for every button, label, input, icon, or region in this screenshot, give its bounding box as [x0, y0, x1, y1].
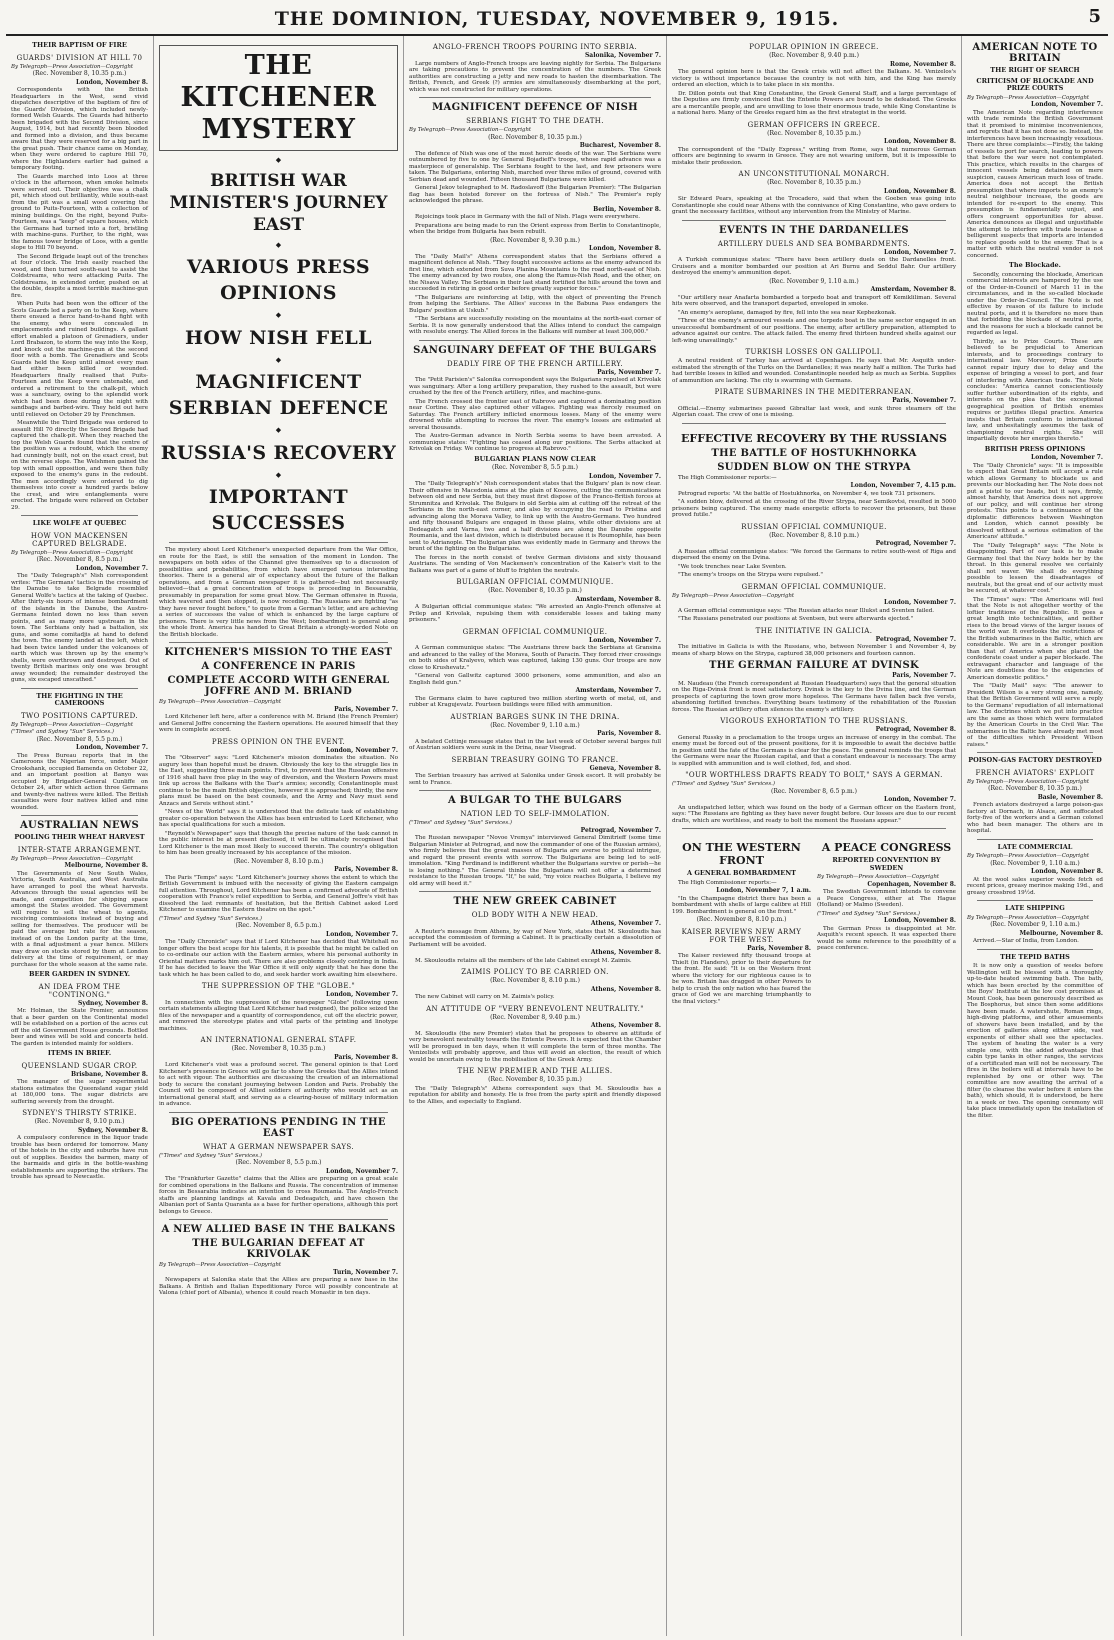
subheadline: THE SUPPRESSION OF THE "GLOBE." — [201, 982, 356, 990]
subheadline: WHAT A GERMAN NEWSPAPER SAYS. — [203, 1142, 354, 1151]
dateline: Sydney, November 8. — [78, 999, 148, 1007]
dateline: Turin, November 7. — [333, 1268, 398, 1276]
subheadline: QUEENSLAND SUGAR CROP. — [21, 1061, 138, 1070]
subheadline: RUSSIAN OFFICIAL COMMUNIQUE. — [741, 522, 887, 531]
paragraph: The Austro-German advance in North Serbia seems to have been arrested. A communique states: "Fighting has ceased along our positions. The Serbs attacked at Krivolak on Friday. We continue to progress at Rabrovo." — [409, 433, 661, 452]
dateline: Melbourne, November 8. — [64, 862, 148, 869]
paragraph: "News of the World" says it is understood that the delicate task of establishing greater co-operation between the Allies has been entrusted to Lord Kitchener, who has special qualifications for such a mission. — [159, 809, 398, 828]
ornament-divider: ◆ — [275, 156, 282, 164]
paragraph: "An enemy's aeroplane, damaged by fire, fell into the sea near Kephezkonak. — [678, 309, 897, 316]
subheadline: SYDNEY'S THIRSTY STRIKE. — [22, 1109, 137, 1117]
paragraph: In connection with the suppression of the newspaper "Globe" (following upon certain statements alleging that Lord Kitchener had resigned), the police seized the files of the newspaper and a quantity of correspondence, cut off the electric power, and removed the stereotype plates and vital parts of the printing and linotype machines. — [159, 999, 398, 1032]
subheadline: SERBIANS FIGHT TO THE DEATH. — [466, 117, 604, 125]
headline: ITEMS IN BRIEF. — [47, 1049, 112, 1057]
received-time: (Rec. November 8, 5.5 p.m.) — [491, 464, 578, 471]
paragraph: The Germans claim to have captured two million sterling worth of metal, oil, and rubber at Kragujevatz. Fourteen buildings were filled with ammunition. — [409, 695, 661, 708]
paragraph: A Russian official communique states: "We forced the Germans to retire south-west of Riga and dispersed the enemy on the Dvina. — [672, 548, 956, 561]
ornament-divider: ◆ — [275, 355, 282, 364]
dateline: London, November 7. — [76, 564, 148, 572]
subheadline: NATION LED TO SELF-IMMOLATION. — [460, 810, 610, 818]
subheadline: ANGLO-FRENCH TROOPS POURING INTO SERBIA. — [432, 43, 638, 51]
dateline: Paris, November 8. — [334, 1053, 398, 1061]
deck-headline: HOW NISH FELL — [185, 326, 372, 349]
byline: By Telegraph—Press Association—Copyright — [817, 874, 940, 880]
ornament-divider: ◆ — [275, 311, 282, 319]
divider — [419, 891, 651, 892]
received-time: (Rec. November 9, 1.10 a.m.) — [769, 277, 859, 285]
subheadline: ARTILLERY DUELS AND SEA BOMBARDMENTS. — [717, 239, 911, 248]
columns — [6, 36, 1108, 1636]
subheadline: POPULAR OPINION IN GREECE. — [749, 43, 879, 51]
peace-congress-block — [817, 833, 956, 1007]
paragraph: Secondly, concerning the blockade, American commercial interests are hampered by the use of the Order-in-Council of March 11 in the circumstances, and in the so-called blockade under the Order-in-Council. The Note is not effective by reason of its failure to include neutral ports, and it is therefore no more than that forbidding the blockade of neutral ports, and the reasons for such a blockade cannot be regarded as legal. — [967, 271, 1103, 336]
headline: BRITISH PRESS OPINIONS — [984, 444, 1086, 453]
subheadline: OLD BODY WITH A NEW HEAD. — [471, 911, 599, 919]
subheadline: "OUR WORTHLESS DRAFTS READY TO BOLT," SAYS A GERMAN. — [685, 771, 943, 779]
ornament-divider: ◆ — [275, 426, 282, 434]
received-time: (Rec. November 8, 9.10 p.m.) — [34, 1118, 125, 1125]
dateline: Paris, November 7. — [892, 397, 956, 404]
subheadline: DEADLY FIRE OF THE FRENCH ARTILLERY. — [446, 359, 624, 368]
section-headline: THE BATTLE OF HOSTUKHNORKA — [711, 447, 917, 459]
ornament-divider: ◆ — [275, 470, 282, 479]
dateline: London, November 8. — [76, 78, 148, 86]
divider — [169, 1112, 388, 1113]
paragraph: The mystery about Lord Kitchener's unexpected departure from the War Office, en route for the East, is still the sensation of the moment in London. The newspapers on both sides of the Channel give themselves up to a discussion of possibilities and probabilities, from which have emerged various interesting theories. There is a general air of expectancy about the future of the Balkan operations, and from a German newspaper it is gathered—but not necessarily believed—that a great concentration of troops is proceeding in Bessarabia, presumably in preparation for some great blow. The German offensive in Russia, which wavered and then stopped, is now receding. The Russians are fighting "as they have never fought before," to quote from a German's letter, and are achieving a series of successes the value of which is enhanced by the large capture of prisoners. There is very little news from the West; bombardment is general along the whole front. America has handed to Great Britain a strongly-worded Note on the British blockade. — [159, 547, 398, 638]
dateline: Amsterdam, November 8. — [575, 595, 661, 603]
divider — [419, 790, 651, 791]
dateline: Paris, November 7. — [892, 672, 956, 679]
subheadline: ZAIMIS POLICY TO BE CARRIED ON. — [461, 968, 609, 976]
divider — [682, 423, 946, 424]
subheadline: AUSTRIAN BARGES SUNK IN THE DRINA. — [450, 712, 620, 721]
subheadline: THE INITIATIVE IN GALICIA. — [755, 626, 873, 635]
headline: A GENERAL BOMBARDMENT — [687, 869, 796, 877]
section-headline: A PEACE CONGRESS — [821, 841, 952, 854]
divider — [169, 642, 388, 643]
paragraph: General Russky in a proclamation to the troops urges an increase of energy in the combat. The enemy must be forced out of the present positions, for it is impossible to await the decisive battle in position until the fate of the Germans is clear for the peace. The general reminds the troops that the Germans were near the Russian capital, and that a constant endeavour is necessary. The army is supplied with ammunition and is well clothed, fed, and shod. — [672, 734, 956, 767]
subheadline: SERBIAN TREASURY GOING TO FRANCE. — [451, 755, 619, 764]
byline: By Telegraph—Press Association—Copyright — [11, 63, 134, 70]
column-3 — [404, 36, 667, 1636]
paragraph: When Puits had been won the officer of the Scots Guards led a party on to the Keep, where there ensued a fierce hand-to-hand fight with the enemy, who were concealed in emplacements and ruined buildings. A gallant effort enabled a platoon of Grenadiers, under Lord Brabazon, to storm the way into the Keep, and knock out the machine-gun at the second floor with a bomb. The Grenadiers and Scots Guards held the Keep until almost every man had either been killed or wounded. Headquarters finally realised that Puits-Fourteen and the Keep were untenable, and ordered a retirement to the chalk-pit, which was a sanctuary, owing to the splendid work which had been done during the night with sandbags and barbed-wire. They held out here until relieved on October 29 by Frenchmen. — [11, 301, 148, 418]
received-time: (Rec. November 8, 10.35 p.m.) — [767, 179, 861, 186]
paragraph: French aviators destroyed a large poison-gas factory at Dornach, in Alsace, and suffocated forty-five of the workers and a German colonel who had been manager. The others are in hospital. — [967, 802, 1103, 834]
paragraph: "The Serbians are successfully resisting on the mountains at the north-east corner of Serbia. It is now generally understood that the Allies intend to conduct the campaign with resolute energy. The Allied forces in the Balkans will number at least 300,000." — [409, 316, 661, 335]
divider — [419, 340, 651, 341]
dateline: London, November 7. — [326, 991, 398, 998]
subheadline: TURKISH LOSSES ON GALLIPOLI. — [745, 348, 883, 356]
dateline: London, November 7. — [326, 930, 398, 938]
section-headline: AUSTRALIAN NEWS — [19, 820, 140, 831]
subheadline: TWO POSITIONS CAPTURED. — [20, 711, 138, 720]
paragraph: Mr. Holman, the State Premier, announces that a beer garden on the Continental model will be established on a portion of the acres cut off the old Government House grounds. Bottled beer and wines will be sold and concerts held. The garden is intended mainly for soldiers. — [11, 1008, 148, 1047]
byline: By Telegraph—Press Association—Copyright — [967, 853, 1090, 859]
paragraph: A neutral resident of Turkey has arrived at Copenhagen. He says that Mr. Asquith under-estimated the strength of the Turks on the Dardanelles; it was nearly half a million. The Turks had had terrible losses in killed and wounded. Constantinople needed help as much as Serbia. Supplies of ammunition are lacking. The city is swarming with Germans. — [672, 358, 956, 384]
dateline: London, November 7, 4.15 p.m. — [850, 482, 956, 489]
dateline: London, November 8. — [884, 138, 956, 145]
received-time: (Rec. November 8, 8.10 p.m.) — [490, 977, 580, 984]
paragraph: Newspapers at Salonika state that the Allies are preparing a new base in the Balkans. A British and Italian Expeditionary Force will possibly concentrate at Valona (chief port of Albania), whence it could reach Monastir in ten days. — [159, 1277, 398, 1296]
paragraph: The "Daily Mail" says: "The answer to President Wilson is a very strong one, namely, that the British Government will serve a reply to the Germans' repudiation of all international law. The doctrines which we put into practice are the same as those which were formulated by the American Courts in the Civil War. The submarines in the Baltic have already met most of the difficulties which President Wilson raises." — [967, 683, 1103, 748]
paragraph: Lord Kitchener's visit was a profound secret. The general opinion is that Lord Kitchener's presence in Greece will go far to show the Greeks that the Allies intend to act with vigour. The authorities are discussing the creation of an international body to secure the constant journeying between London and Paris. Probably the Council will be composed of Allied soldiers of authority who would act as an international general staff, and serving as a clearing-house of military information in advance. — [159, 1062, 398, 1107]
paragraph: It is now only a question of weeks before Wellington will be blessed with a thoroughly up-to-date heated swimming bath. The bath, which has been erected by the committee of the Boys' Institute at the low cost promises at Mount Cook, has been generously described as The Bosphorus, but since then some additions have been made. A watershute, Roman rings, high-diving platforms, and other amusements of showers have been installed, and by the erection of galleries along either side, vast exponents of either shall see the spectacles. The system of heating the water is a very simple one, with the added advantage that cabin type tanks in other ranges, the services of a certificated man will not be necessary. The fires in the boilers will at intervals have to be replenished by one or other way. The committee are now awaiting the arrival of a filter (to cleanse the water before it enters the bath), which should, it is understood, be here in a week or two. The opening ceremony will take place immediately upon the installation of the filter. — [967, 963, 1103, 1119]
subheadline: PRESS OPINION ON THE EVENT. — [211, 737, 346, 746]
western-front-block — [672, 833, 811, 1007]
divider — [977, 900, 1093, 901]
paragraph: M. Naudeau (the French correspondent at Russian Headquarters) says that the general situation on the Riga-Dvinsk front is most satisfactory. Dvinsk is the key to the Dvina line, and the German prospects of capturing the town grow more hopeless. The Germans have fallen back five versts, abandoning fortified trenches. Everything bears testimony of the rehabilitation of the Russian forces. The Russian artillery often silences the enemy's artillery. — [672, 680, 956, 713]
paragraph: The American Note regarding interference with trade reminds the British Government that it promised to minimise inconveniences, and regrets that it has not done so. Instead, the interferences have been increasingly vexatious. There are three complaints:—Firstly, the taking of vessels to port for search, leading to powers that before the war were not contemplated. This practice, which results in the charges of innocent vessels being detained on mere suspicion, causes American much loss of trade. America does not accept the British presumption that where imports to an enemy's neutral neighbour increase, the goods are intended for re-export to the enemy. This presumption is fundamentally unjust, and offers congruent opportunities for abuse. America denounces as illegal and unjustifiable the attempt to interfere with trade because a belligerent suspects that imports are intended to replace goods sold to the enemy. That is a matter with which the neutral vendor is not concerned. — [967, 109, 1103, 259]
received-time: (Rec. November 8, 8.10 p.m.) — [696, 916, 787, 923]
byline: By Telegraph—Press Association—Copyright — [967, 778, 1090, 785]
divider — [419, 97, 651, 98]
paragraph: The Serbian treasury has arrived at Salonika under Greek escort. It will probably be sent to France. — [409, 773, 661, 786]
divider — [169, 542, 388, 543]
dateline: Rome, November 8. — [890, 60, 956, 68]
dateline: Berlin, November 8. — [593, 205, 661, 213]
column-2 — [154, 36, 404, 1636]
headline: POOLING THEIR WHEAT HARVEST — [14, 833, 145, 841]
paragraph: M. Skouloudis (the new Premier) states that he proposes to observe an attitude of very benevolent neutrality towards the Entente Powers. It is expected that the Chamber will be prorogued in ten days, when it will complete the term of three months. The Venizelists will probably approve, and thus will avoid an election, the result of which would be uncertain owing to the mobilisation of the Greek Army. — [409, 1030, 661, 1063]
subheadline: AN UNCONSTITUTIONAL MONARCH. — [738, 170, 890, 178]
received-time: (Rec. November 8, 9.30 p.m.) — [490, 236, 580, 244]
received-time: (Rec. November 8, 9.40 p.m.) — [769, 52, 859, 59]
paragraph: The French crossed the frontier east of Rabrovo and captured a dominating position near Cortine. They also captured other villages. Fighting was fiercely resumed on Saturday. The French artillery inflicted enormous losses. Many of the enemy were drowned while attempting to recross the river. The enemy's losses are estimated at several thousands. — [409, 398, 661, 431]
received-time: (Rec. November 8, 10.35 p.m.) — [488, 133, 582, 141]
paragraph: "General von Gallwitz captured 3000 prisoners, some ammunition, and also an English field gun." — [409, 673, 661, 686]
subheadline: THE NEW PREMIER AND THE ALLIES. — [457, 1067, 613, 1075]
headline: BEER GARDEN IN SYDNEY. — [28, 970, 131, 978]
paragraph: A German official communique says: "The Russian attacks near Illukst and Sventen failed. — [678, 607, 935, 614]
paragraph: A compulsory conference in the liquor trade trouble has been ordered for tomorrow. Many of the hotels in the city and suburbs have run out of supplies. Besides the barmen, many of the barmaids and girls in the bottle-washing establishments are supporting the strikers. The trouble has spread to Newcastle. — [11, 1135, 148, 1180]
deck-headline: IMPORTANT SUCCESSES — [208, 486, 349, 534]
headline: CRITICISM OF BLOCKADE AND PRIZE COURTS — [976, 76, 1094, 92]
dateline: Petrograd, November 7. — [580, 826, 661, 834]
subheadline: AN INTERNATIONAL GENERAL STAFF. — [200, 1036, 357, 1044]
dateline: London, November 7, 1 a.m. — [716, 887, 811, 894]
section-headline: A NEW ALLIED BASE IN THE BALKANS — [161, 1224, 396, 1235]
paragraph: The initiative in Galicia is with the Russians, who, between November 1 and November 4, by means of sharp blows on the Strypa, captured 38,000 prisoners and fourteen cannon. — [672, 644, 956, 657]
subheadline: INTER-STATE ARRANGEMENT. — [17, 845, 142, 854]
paragraph: "We took trenches near Lake Sventen. — [678, 563, 787, 570]
dateline: Athens, November 7. — [590, 920, 661, 927]
headline: POISON-GAS FACTORY DESTROYED — [968, 756, 1102, 764]
subheadline: AN IDEA FROM THE "CONTINONG." — [38, 982, 121, 999]
subheadline: AN ATTITUDE OF "VERY BENEVOLENT NEUTRALITY." — [426, 1004, 644, 1013]
headline: THE TEPID BATHS — [1000, 952, 1070, 961]
subheadline: PIRATE SUBMARINES IN THE MEDITERRANEAN. — [714, 388, 914, 396]
received-time: (Rec. November 8, 10.35 p.m.) — [231, 1045, 326, 1052]
dateline: Paris, November 8. — [597, 730, 661, 737]
section-headline: AMERICAN NOTE TO BRITAIN — [972, 42, 1098, 64]
dateline: London, November 7. — [589, 636, 661, 644]
dateline: Petrograd, November 7. — [875, 540, 956, 547]
subheadline: KAISER REVIEWS NEW ARMY FOR THE WEST. — [681, 927, 802, 944]
divider — [21, 688, 138, 689]
section-headline: BIG OPERATIONS PENDING IN THE EAST — [171, 1116, 386, 1139]
dateline: London, November 7. — [589, 472, 661, 480]
paragraph: The Kaiser reviewed fifty thousand troops at Thielt (in Flanders), prior to their departure for the front. He said: "It is on the Western front where the victory for our righteous cause is to be won. Britain has dragged in other Powers to help to crush the only nation who has feared the grace of God we are marching triumphantly to the final victory." — [672, 953, 811, 1005]
paragraph: A German communique states: "The Austrians threw back the Serbians at Gransina and advanced to the valley of the Morava, South of Paracin. They forced river crossings on both sides of Kralyevo, which was captured, taking 130 guns. Our troops are now close to Krushevatz." — [409, 645, 661, 671]
headline: REPORTED CONVENTION BY SWEDEN — [832, 856, 941, 872]
paragraph: "Three of the enemy's armoured vessels and one torpedo boat in the same sector engaged in an unsuccessful bombardment of our positions. The enemy, after artillery preparation, attempted to advance against our centre. The attack failed. The enemy fired thirteen hundred shells against our left-wing unavailingly." — [672, 318, 956, 344]
paragraph: "The enemy's troops on the Strypa were repulsed." — [678, 572, 823, 578]
subheadline: FRENCH AVIATORS' EXPLOIT — [975, 768, 1095, 777]
subheadline: GERMAN OFFICIAL COMMUNIQUE. — [462, 627, 608, 636]
dateline: Bucharest, November 8. — [579, 142, 661, 149]
byline: ("Times" and Sydney "Sun" Services.) — [409, 820, 512, 826]
received-time: (Rec. November 8, 10.35 p.m.) — [988, 785, 1082, 792]
section-headline: A BULGAR TO THE BULGARS — [447, 795, 623, 806]
paragraph: "A sudden blow, delivered at the crossing of the River Strypa, near Semikovtsi, resulted in 5000 prisoners being captured. The enemy made energetic efforts to recover the prisoners, but these proved futile." — [672, 499, 956, 518]
received-time: (Rec. November 8, 6.5 p.m.) — [770, 787, 857, 795]
divider — [21, 515, 138, 516]
dateline: Athens, November 8. — [590, 985, 661, 993]
dateline: Geneva, November 8. — [589, 764, 661, 772]
dateline: Paris, November 8. — [334, 866, 398, 873]
byline: ("Times" and Sydney "Sun" Services.) — [672, 781, 775, 787]
paragraph: "Our artillery near Anafarta bombarded a torpedo boat and transport off Kemikliliman. Several hits were observed, and the transport departed, enveloped in smoke. — [672, 294, 956, 307]
deck-headline: VARIOUS PRESS OPINIONS — [187, 256, 370, 304]
paragraph: The Paris "Temps" says: "Lord Kitchener's journey shows the extent to which the British Government is imbued with the necessity of giving the Eastern campaign full attention. Throughout, Lord Kitchener has been a confirmed advocate of British cooperation with France's relief expedition to Serbia, and General Joffre's visit has dissolved the last remnants of hesitation, but the British Cabinet asked Lord Kitchener to examine the Eastern theatre on the spot." — [159, 874, 398, 913]
dateline: Paris, November 8. — [747, 944, 811, 952]
paragraph: A Reuter's message from Athens, by way of New York, states that M. Skouloudis has accepted the commission of forming a Cabinet. It is practically certain a dissolution of Parliament will be avoided. — [409, 928, 661, 948]
paragraph: The "Petit Parisien's" Salonika correspondent says the Bulgarians repulsed at Krivolak was sanguinary. After a long artillery preparation, they rushed to the assault, but were crushed by the fire of the French artillery, rifles, and machine-guns. — [409, 377, 661, 396]
dateline: Petrograd, November 8. — [875, 726, 956, 733]
received-time: (Rec. November 8, 9.40 p.m.) — [490, 1013, 580, 1021]
byline: ("Times" and Sydney "Sun" Services.) — [159, 1152, 262, 1159]
byline: ("Times" and Sydney "Sun" Services.) — [11, 729, 114, 735]
dateline: London, November 7. — [76, 744, 148, 751]
paragraph: The "Daily Mail's" Athens correspondent states that the Serbians offered a magnificent defence at Nish. "They fought successive actions as the enemy advanced its first line, which extended from Suva Planina Mountains to the road north-east of Nish. The enemy advanced by two routes, one along the Ramus-Nish Road, and the other, on the Nisava Valley. The Serbians in their last stand fortified the hills around the town and succeeded in retiring in good order before greatly superior forces." — [409, 253, 661, 292]
byline: By Telegraph—Press Association—Copyright — [159, 699, 282, 705]
section-headline: SANGUINARY DEFEAT OF THE BULGARS — [413, 344, 657, 356]
paragraph: The "Frankfurter Gazette" claims that the Allies are preparing on a great scale for combined operations in the Balkans and Russia. The concentration of immense forces in Bessarabia indicates an intention to cross Roumania. The Anglo-French staffs are planning landings at Kavala and Dedeagatch, and have chosen the Albanian port of Santa Quaranta as a base for further operations, although this port belongs to Greece. — [159, 1176, 398, 1215]
byline: By Telegraph—Press Association—Copyright — [11, 855, 134, 862]
subheadline: GERMAN OFFICIAL COMMUNIQUE. — [741, 582, 887, 591]
paragraph: The defence of Nish was one of the most heroic deeds of the war. The Serbians were outnumbered by five to one by General Bojadieff's troops, whose rapid advance was a masterpiece of generalship. The Serbians fought to the last, and few prisoners were taken. The Bulgarians, entering Nish, marched over three miles of ground, covered with Serbian dead and wounded. Fifteen thousand Bulgarians were killed. — [409, 150, 661, 183]
paragraph: The German Press is disappointed at Mr. Asquith's recent speech. It was expected there would be some reference to the possibility of a peace conference. — [817, 925, 956, 951]
paragraph: Lord Kitchener left here, after a conference with M. Briand (the French Premier) and General Joffre concerning the Eastern operations. He assured himself that they were in complete accord. — [159, 714, 398, 733]
deck-headline: RUSSIA'S RECOVERY — [160, 441, 397, 464]
deck-headline: BRITISH WAR MINISTER'S JOURNEY EAST — [169, 170, 388, 235]
byline: By Telegraph—Press Association—Copyright — [409, 127, 532, 133]
subheadline: BULGARIAN OFFICIAL COMMUNIQUE. — [456, 578, 614, 586]
received-time: (Rec. November 9, 1.10 a.m.) — [990, 921, 1080, 928]
paragraph: The Russian newspaper "Novoe Vremya" interviewed General Dimitrieff (some time Bulgarian Minister at Petrograd, and now the commander of one of the Russian armies), who firmly believes that the great masses of Bulgaria are averse to political intrigue, and regard the present events with sorrow. The Bulgarians are being led to self-immolation. "King Ferdinand is indifferent whether the Bulgarians survive or perish—he is losing nothing." The General thinks the Bulgarians will not offer a determined resistance to the Russian troops. "If," he said, "my voice reaches Bulgaria, I believe my old army will heed it." — [409, 835, 661, 887]
dateline: London, November 7. — [884, 796, 956, 803]
received-time: (Rec. November 9, 1.10 a.m.) — [490, 721, 580, 729]
divider — [977, 839, 1093, 840]
section-headline: COMPLETE ACCORD WITH GENERAL JOFFRE AND M. BRIAND — [167, 675, 390, 697]
ornament-divider: ◆ — [275, 240, 282, 249]
divider — [682, 220, 946, 221]
received-time: (Rec. November 8, 10.35 p.m.) — [767, 129, 861, 137]
paragraph: A Bulgarian official communique states: "We arrested an Anglo-French offensive at Prilep and Krivolak, repulsing them with considerable losses and taking many prisoners." — [409, 604, 661, 623]
section-headline: SUDDEN BLOW ON THE STRYPA — [717, 461, 911, 473]
dateline: Paris, November 7. — [597, 368, 661, 376]
dateline: London, November 7. — [1031, 454, 1103, 461]
paragraph: The manager of the sugar experimental stations estimates the Queensland sugar yield at 180,000 tons. The sugar districts are suffering severely from the drought. — [11, 1079, 148, 1105]
headline: THEIR BAPTISM OF FIRE — [32, 41, 127, 49]
paragraph: M. Skouloudis retains all the members of the late Cabinet except M. Zaimis. — [415, 957, 632, 964]
paragraph: The Second Brigade leapt out of the trenches at four o'clock. The Irish easily reached the wood, and then turned south-east to assist the Coldstreams, who were attacking Puits. The Coldstreams, in extended order, pushed on at the double, despite a most terrible machine-gun fire. — [11, 253, 148, 299]
paragraph: Dr. Dillon points out that King Constantine, the Greek General Staff, and a large percentage of the Deputies are firmly convinced that the Entente Powers are bound to be defeated. The Greeks are a mercantile people, and are unwilling to lose their enormous trade, while King Constantine is a national hero. Many of the Greeks regard him as the first strategist in the world. — [672, 90, 956, 116]
paragraph: Meanwhile the Third Brigade was ordered to assault Hill 70 directly the Second Brigade had captured the chalk-pit. When they reached the top the Welsh Guards found that the centre of the position was a redoubt, which the enemy had cunningly built, not on the exact crest, but on the reverse slope. The Welshmen gained the top with small opposition, and were then fully exposed to the enemy's guns in the redoubt. The men accordingly were ordered to dig themselves into cover a hundred yards below the crest, and wire entanglements were erected. The brigade were relieved on October 29. — [11, 420, 148, 511]
paragraph: A belated Cettinje message states that in the last week of October several barges full of Austrian soldiers were sunk in the Drina, near Visegrad. — [409, 738, 661, 751]
dateline: Basle, November 8. — [1037, 793, 1103, 801]
paragraph: The Press Bureau reports that in the Cameroons the Nigerian force, under Major Crookshank, occupied Bamenda on October 22, and an important position at Banyo was occupied by Brigadier-General Cunliffe on October 24, after which action three Germans and twenty-five natives were killed. The British casualties were four natives killed and nine wounded. — [11, 752, 148, 811]
paragraph: The "Observer" says: "Lord Kitchener's mission dominates the situation. No augury less than hopeful must be drawn. Obviously the key to the struggle lies in the East, suggesting three main points. First, to prevent that the Russian offensive of 1916 shall have free play in the way of diversion, and the Western Powers must link up across the Balkans with the Tsar's armies; secondly, Constantinople must continue to be the main British objective, however it is approached; thirdly, the new plans must be based on the best counsels, and the Army and Navy must send Anzacs and Sereis without stint." — [159, 755, 398, 807]
headline: LATE COMMERCIAL — [997, 842, 1073, 851]
paragraph: At the wool sales superior weeds fetch ed recent prices, greasy merinos making 19d., and greasy crossbred 19½d. — [967, 876, 1103, 896]
dateline: Paris, November 7. — [334, 705, 398, 713]
paragraph: A Turkish communique states: "There have been artillery duels on the Dardanelles front. Cruisers and a monitor bombarded our position at Ari Burnu and Seddul Bahr. Our artillery destroyed the enemy's ammunition depot. — [672, 257, 956, 276]
paragraph: "The Bulgarians are reinforcing at Istip, with the object of preventing the French from helping the Serbians. The Allies' success in the Babuna Pass endangers the Bulgars' position at Uskub." — [409, 294, 661, 314]
paragraph: The High Commissioner reports:— — [678, 474, 777, 481]
paragraph: The "Times" says: "The Americans will feel that the Note is not altogether worthy of the loftier traditions of the Republic. It goes a great length into technicalities, and neither rises to the broad views of the larger issues of the world war. It overlooks the restrictions of the British submarines in the Baltic, which are considerable. We are in a stronger position than that of America when she placed the confederate coast under a paper blockade. The extravagant character and language of the Note are doubtless due to the exigencies of American domestic politics." — [967, 596, 1103, 681]
paragraph: The "Daily Telegraph's" Athens correspondent says that M. Skouloudis has a reputation for ability and honesty. He is free from the party spirit and friendly disposed to the Allies, and especially to England. — [409, 1085, 661, 1105]
divider — [682, 828, 946, 829]
split-section — [672, 833, 956, 1007]
column-1 — [6, 36, 154, 1636]
dateline: Copenhagen, November 8. — [867, 880, 956, 888]
paragraph: The "Daily Telegraph's" Nish correspondent states that the Bulgars' plan is now clear. Their offensive in Macedonia aims at the plain of Kossovo, cutting the communications between old and new Serbia, but they must first dispose of the Franco-British forces at Strumnitza and Krivolak. The Bulgars in old Serbia aim at cutting off the retreat of the Serbians in the north-east corner, and also by occupying the road to Pristina and advancing along the Morava Valley, to link up with the Austro-Germans. Two hundred and fifty thousand Bulgars are engaged in these plains, while other divisions are at Dedeagatch and Varna, two and a half divisions are along the Danube opposite Roumania, and the last division, which is distributed because it is Roumophile, has been sent to Adrianople. The Bulgarian plan was evidently made in Germany and throws the brunt of the fighting on the Bulgarians. — [409, 481, 661, 552]
received-time: (Rec. November 8, 8.10 p.m.) — [769, 531, 859, 539]
column-5 — [962, 36, 1108, 1636]
byline: By Telegraph—Press Association—Copyright — [967, 94, 1090, 101]
byline: By Telegraph—Press Association—Copyright — [11, 721, 134, 728]
masthead — [6, 4, 1108, 36]
divider — [977, 949, 1093, 950]
dateline: London, November 7. — [884, 599, 956, 606]
byline: ("Times" and Sydney "Sun" Services.) — [159, 915, 262, 922]
dateline: Salonika, November 7. — [584, 52, 661, 59]
column-4 — [667, 36, 962, 1636]
dateline: Athens, November 8. — [590, 949, 661, 956]
paragraph: The general opinion here is that the Greek crisis will not affect the Balkans. M. Venizelos's victory is without importance because the country is not with him, and the King has merely ordered an election, which is to take place in six months. — [672, 69, 956, 88]
subheadline: GUARDS' DIVISION AT HILL 70 — [16, 53, 143, 62]
received-time: (Rec. November 9, 1.10 a.m.) — [990, 859, 1080, 867]
divider — [169, 1219, 388, 1220]
section-headline: ON THE WESTERN FRONT — [682, 841, 801, 867]
paragraph: The "Daily Telegraph" says: "The Note is disappointing. Part of our task is to make Germany feel that the Navy holds her by the throat. In this general resolve we certainly shall not waver. We shall do everything possible to lessen the disadvantages of neutrals, but the great end of our activity must be secured, at whatever cost." — [967, 542, 1103, 594]
paragraph: The High Commissioner reports:— — [678, 879, 777, 886]
dateline: London, November 8. — [589, 245, 661, 252]
dateline: Amsterdam, November 7. — [575, 687, 661, 694]
paragraph: Arrived.—Star of India, from London. — [973, 938, 1079, 944]
paragraph: The new Cabinet will carry on M. Zaimis's policy. — [415, 994, 555, 1000]
received-time: (Rec. November 8, 10.35 p.m.) — [32, 70, 127, 77]
subheadline: GERMAN OFFICERS IN GREECE. — [747, 120, 881, 129]
paragraph: Official.—Enemy submarines passed Gibraltar last week, and sunk three steamers off the Algerian coast. The crew of one is missing. — [672, 405, 956, 418]
section-headline: EFFECTIVE RECOVERY BY THE RUSSIANS — [681, 431, 947, 445]
dateline: London, November 7. — [326, 746, 398, 754]
received-time: (Rec. November 8, 8.5 p.m.) — [36, 556, 123, 563]
dateline: Melbourne, November 8. — [1019, 929, 1103, 937]
paragraph: Thirdly, as to Prize Courts. These are believed to be prejudicial to American interests, and to proceedings contrary to international law. Moreover, Prize Courts cannot repair injury due to delay and the expense of bringing a vessel to port, and fear of interfering with American trade. The Note concludes: "America cannot conscientiously suffer further subordination of its rights, and interests on the plea that the exceptional geographical position of British enemies requires or justifies illegal practice. America insists that Britain conform to international law, and unhesitatingly assumes the task of championing neutral rights. She will impartially devote her energies thereto." — [967, 338, 1103, 442]
paragraph: The Governments of New South Wales, Victoria, South Australia, and West Australia have arranged to pool the wheat harvests. Advances through the usual agencies will be made, and competition for shipping space amongst the States avoided. The Government will require to sell the wheat to agents, receiving commissions instead of buying and selling for themselves. The producer will be paid the average but rate for the season, instead of on the London parity at the time, with a final adjustment a year hence. Millers may draw on stocks stored by them at London delivery at the time of requirement, or may purchase for the whole season at the same rate. — [11, 870, 148, 968]
headline: LIKE WOLFE AT QUEBEC — [32, 519, 127, 527]
paragraph: Sir Edward Pears, speaking at the Trocadero, said that when the Goeben was going into Constantinople she could near Athens with the connivance of King Constantine, who gave orders to grant the necessary facilities, without any intervention from the Ministry of Marine. — [672, 196, 956, 215]
paragraph: Large numbers of Anglo-French troops are leaving nightly for Serbia. The Bulgarians are taking precautions to prevent the concentration of the numbers. The Greek authorities are constructing a jetty and new roads to hasten the disembarkation. The British, French, and Greek (?) armies are simultaneously disembarking at the port, which was not constructed for military operations. — [409, 60, 661, 93]
paragraph: The correspondent of the "Daily Express," writing from Rome, says that numerous German officers are beginning to swarm in Greece. They are not wearing uniform, but it is impossible to mistake their profession. — [672, 146, 956, 166]
subheadline: VIGOROUS EXHORTATION TO THE RUSSIANS. — [720, 717, 908, 725]
page-number: 5 — [1088, 6, 1102, 27]
dateline: Athens, November 8. — [590, 1022, 661, 1029]
dateline: London, November 8. — [1031, 868, 1103, 875]
paragraph: "The Russians penetrated our positions at Sventsen, but were afterwards ejected." — [678, 616, 914, 622]
paragraph: Petrograd reports: "At the battle of Hostukhnorka, on November 4, we took 731 prisoners. — [678, 490, 936, 497]
paragraph: Rejoicings took place in Germany with the fall of Nish. Flags were everywhere. — [415, 214, 641, 220]
paragraph: The "Daily Chronicle" says: "It is impossible to expect that Great Britain will accept a rule which allows Germany to blockade us and prevents our blockading her. The Note does not put a pistol to our heads, but it says, firmly, almost harshly, that America does not approve of our policy, and will continue her strong protests. This points to a continuance of the diplomatic differences between Washington and London, which cannot possibly be dissolved without a serious estimation of the Americans' attitude." — [967, 462, 1103, 540]
divider — [21, 815, 138, 816]
dateline: London, November 7. — [1031, 101, 1103, 108]
section-headline: KITCHENER'S MISSION TO THE EAST — [164, 647, 393, 658]
deck-headline: MAGNIFICENT SERBIAN DEFENCE — [168, 371, 389, 419]
section-headline: THE NEW GREEK CABINET — [453, 896, 617, 907]
paragraph: The Swedish Government intends to convene a Peace Congress, either at The Hague (Holland) or Malmo (Sweden). — [817, 889, 956, 908]
headline: THE FIGHTING IN THE CAMEROONS — [36, 691, 123, 707]
dateline: London, November 8. — [884, 187, 956, 195]
received-time: (Rec. November 8, 5.5 p.m.) — [36, 735, 123, 743]
paragraph: "Reynold's Newspaper" says that though the precise nature of the task cannot in the public interest be at present disclosed, it will be ultimately recognised that Lord Kitchener is the man most likely to succeed therein. The country's obligation to him has been greatly increased by his acceptance of the mission. — [159, 830, 398, 856]
paragraph: The forces in the north consist of twelve German divisions and sixty thousand Austrians. The sending of Von Mackensen's concentration of the Kaiser's visit to the Balkans was part of a game of bluff to frighten the neutrals. — [409, 554, 661, 574]
paragraph: "In the Champagne district there has been a bombardment with shells of large calibre at Hill 199. Bombardment is general on the front." — [672, 895, 811, 915]
byline: By Telegraph—Press Association—Copyright — [967, 914, 1090, 921]
received-time: (Rec. November 8, 10.35 p.m.) — [488, 587, 582, 594]
headline: The Blockade. — [1009, 261, 1061, 269]
dateline: Amsterdam, November 8. — [870, 286, 956, 293]
masthead-title: THE DOMINION, TUESDAY, NOVEMBER 9, 1915. — [274, 8, 840, 30]
paragraph: Correspondents with the British Headquarters in the West, send vivid dispatches descriptive of the baptism of fire of the Guards' Division, which included newly-formed Welsh Guards. The Guards had hitherto been brigaded with the Second Division, since August, 1914, but had recently been blooded and formed into a division, and thus became aware that they were reserved for a big part in the great push. Their chance came on Monday, when they were ordered to capture Hill 70, where the Highlanders earlier had gained a temporary footing. — [11, 87, 148, 171]
byline: By Telegraph—Press Association—Copyright — [159, 1262, 282, 1268]
byline: By Telegraph—Press Association—Copyright — [672, 592, 795, 599]
dateline: Sydney, November 8. — [78, 1126, 148, 1134]
dateline: London, November 7. — [326, 1167, 398, 1175]
paragraph: The "Daily Chronicle" says that if Lord Kitchener has decided that Whitehall no longer offers the best scope for his talents, it is possible that he might be called on to co-ordinate our action with the Eastern armies, where his personal authority in Oriental matters marks him out. There are also problems closely centring in India. If he has decided to leave the War Office it will only signify that he has done the task which he has been called to do, and seek harder work awaiting him elsewhere. — [159, 939, 398, 978]
section-headline: MAGNIFICENT DEFENCE OF NISH — [432, 102, 638, 113]
dateline: Brisbane, November 8. — [71, 1070, 148, 1078]
section-headline: A CONFERENCE IN PARIS — [201, 661, 356, 672]
dateline: London, November 8. — [884, 917, 956, 924]
section-headline: THE GERMAN FAILURE AT DVINSK — [708, 660, 919, 671]
byline: ("Times" and Sydney "Sun" Services.) — [817, 910, 920, 917]
paragraph: The Guards marched into Loos at three o'clock in the afternoon, when smoke helmets were served out. Their objective was a chalk pit, which stood out brilliantly, while south-east from the pit was a small wood covering the ground to Puits-Fourteen, with a collection of mining buildings. On the right, beyond Puits-Fourteen, was a "keep" of square houses, which the Germans had turned into a fort, bristling with machine-guns. Further, to the right, was the famous tower bridge of Loos, with a gentle slope to Hill 70 beyond. — [11, 173, 148, 251]
paragraph: An undispatched letter, which was found on the body of a German officer on the Eastern front, says: "The Russians are fighting as they have never fought before. Our losses are due to our recent drafts, which are worthless, and ready to bolt the moment the Russians appear." — [672, 804, 956, 824]
divider — [977, 752, 1093, 753]
received-time: (Rec. November 8, 8.10 p.m.) — [233, 857, 324, 865]
received-time: (Rec. November 8, 10.35 p.m.) — [488, 1076, 582, 1083]
paragraph: The "Daily Telegraph's" Nish correspondent writes: "The Germans' tactics in the crossing of the Danube to take Belgrade resembled General Wolfe's tactics at the taking of Quebec. After thirty-six hours of intense bombardment of the islands in the Danube, the Austro-Germans feinted down no less than seven points, and as many more upstream in the town. The Serbians only had a battalion, six guns, and some comitadjis at hand to defend the town. The enemy landed at the left, which had been twice landed under the volcanoes of earth which was thrown up by the enemy's shells, were overthrown and destroyed. Out of twenty British marines only one was brought away wounded; the remainder destroyed the guns, six escaped unscathed." — [11, 573, 148, 683]
dateline: London, November 7. — [884, 248, 956, 256]
main-headline: THE KITCHENER MYSTERY — [159, 45, 398, 151]
received-time: (Rec. November 8, 5.5 p.m.) — [235, 1159, 322, 1166]
paragraph: Preparations are being made to run the Orient express from Berlin to Constantinople, when the bridge from Bulgaria has been rebuilt. — [409, 222, 661, 235]
paragraph: General Jekov telegraphed to M. Radoslavoff (the Bulgarian Premier): "The Bulgarian flag has been hoisted forever on the fortress of Nish." The Premier's reply acknowledged the phrase. — [409, 185, 661, 204]
byline: By Telegraph—Press Association—Copyright — [11, 549, 134, 556]
received-time: (Rec. November 8, 6.5 p.m.) — [235, 922, 322, 929]
headline: LATE SHIPPING — [1005, 904, 1065, 912]
section-headline: THE BULGARIAN DEFEAT AT KRIVOLAK — [192, 1238, 365, 1260]
headline: THE RIGHT OF SEARCH — [990, 66, 1080, 74]
dateline: Petrograd, November 7. — [875, 635, 956, 643]
section-headline: EVENTS IN THE DARDANELLES — [719, 224, 909, 236]
subheadline: HOW VON MACKENSEN CAPTURED BELGRADE. — [30, 531, 129, 548]
headline: BULGARIAN PLANS NOW CLEAR — [474, 454, 596, 463]
